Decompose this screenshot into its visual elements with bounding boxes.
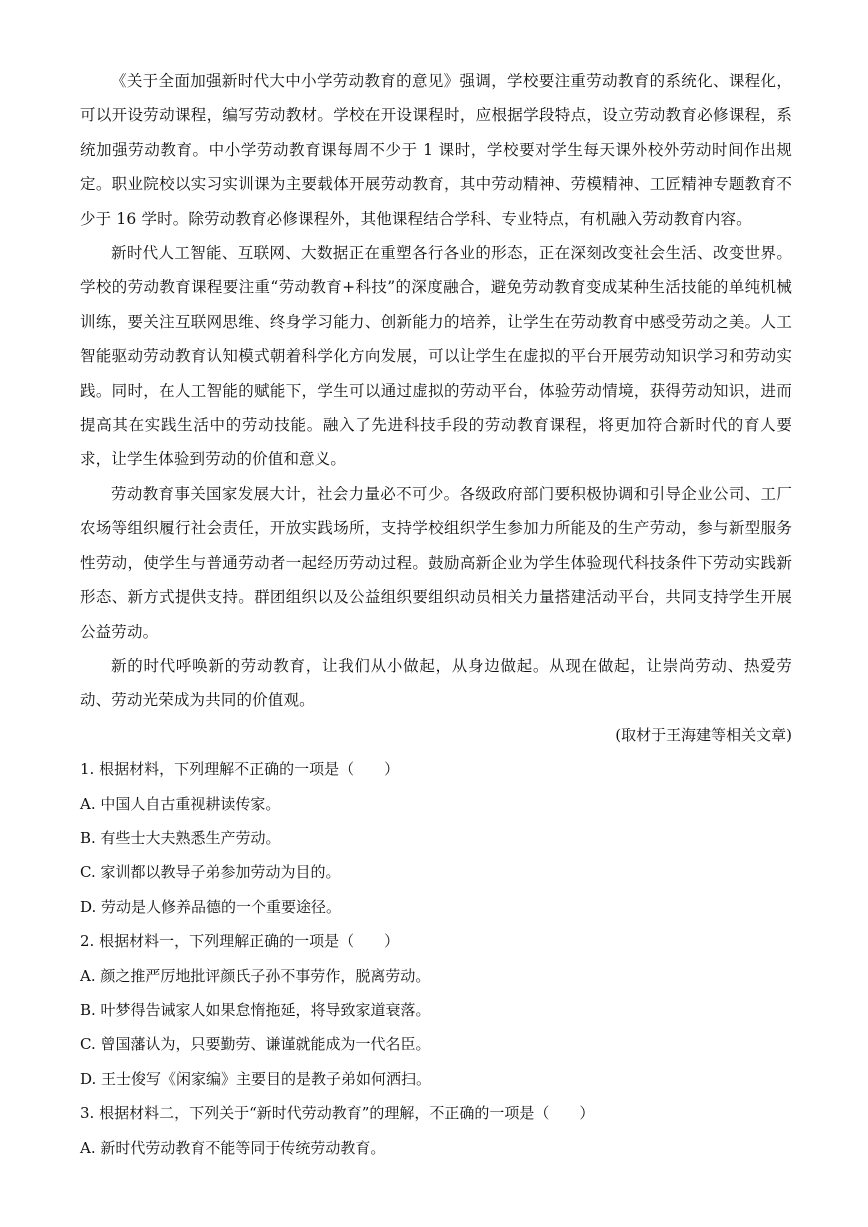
question-3 bbox=[80, 1096, 792, 1165]
question-stem: 1. 根据材料，下列理解不正确的一项是（ ） bbox=[80, 760, 400, 779]
option-b: B. 叶梦得告诫家人如果怠惰拖延，将导致家道衰落。 bbox=[80, 1000, 431, 1019]
question-stem: 2. 根据材料一，下列理解正确的一项是（ ） bbox=[80, 932, 400, 951]
question-2 bbox=[80, 924, 792, 1096]
source-citation: (取材于王海建等相关文章) bbox=[615, 725, 792, 744]
option-a: A. 中国人自古重视耕读传家。 bbox=[80, 794, 281, 813]
question-1 bbox=[80, 752, 792, 924]
document-page bbox=[80, 64, 792, 1165]
question-stem: 3. 根据材料二，下列关于“新时代劳动教育”的理解，不正确的一项是（ ） bbox=[80, 1104, 595, 1123]
option-b: B. 有些士大夫熟悉生产劳动。 bbox=[80, 828, 281, 847]
option-d: D. 劳动是人修养品德的一个重要途径。 bbox=[80, 897, 342, 916]
paragraph-4: 新的时代呼唤新的劳动教育，让我们从小做起，从身边做起。从现在做起，让崇尚劳动、热爱劳动、劳动光荣成为共同的价值观。 bbox=[80, 656, 792, 710]
paragraph-1: 《关于全面加强新时代大中小学劳动教育的意见》强调，学校要注重劳动教育的系统化、课程化，可以开设劳动课程，编写劳动教材。学校在开设课程时，应根据学段特点，设立劳动教育必修课程，系统加强劳动教育。中小学劳动教育课每周不少于 1 课时，学校要对学生每天课外校外劳动时间作出规定。职业院校以实习实训课为主要载体开展劳动教育，其中劳动精神、劳模精神、工匠精神专题教育不少于 16 学时。除劳动教育必修课程外，其他课程结合学科、专业特点，有机融入劳动教育内容。 bbox=[80, 72, 792, 228]
option-a: A. 颜之推严厉地批评颜氏子孙不事劳作，脱离劳动。 bbox=[80, 966, 431, 985]
option-c: C. 曾国藩认为，只要勤劳、谦谨就能成为一代名臣。 bbox=[80, 1035, 431, 1054]
paragraph-3: 劳动教育事关国家发展大计，社会力量必不可少。各级政府部门要积极协调和引导企业公司、工厂农场等组织履行社会责任，开放实践场所，支持学校组织学生参加力所能及的生产劳动，参与新型服务性劳动，使学生与普通劳动者一起经历劳动过程。鼓励高新企业为学生体验现代科技条件下劳动实践新形态、新方式提供支持。群团组织以及公益组织要组织动员相关力量搭建活动平台，共同支持学生开展公益劳动。 bbox=[80, 484, 792, 641]
option-a: A. 新时代劳动教育不能等同于传统劳动教育。 bbox=[80, 1138, 386, 1157]
option-d: D. 王士俊写《闲家编》主要目的是教子弟如何洒扫。 bbox=[80, 1069, 432, 1088]
option-c: C. 家训都以教导子弟参加劳动为目的。 bbox=[80, 863, 341, 882]
paragraph-2: 新时代人工智能、互联网、大数据正在重塑各行各业的形态，正在深刻改变社会生活、改变世界。学校的劳动教育课程要注重“劳动教育+科技”的深度融合，避免劳动教育变成某种生活技能的单纯机械训练，要关注互联网思维、终身学习能力、创新能力的培养，让学生在劳动教育中感受劳动之美。人工智能驱动劳动教育认知模式朝着科学化方向发展，可以让学生在虚拟的平台开展劳动知识学习和劳动实践。同时，在人工智能的赋能下，学生可以通过虚拟的劳动平台，体验劳动情境，获得劳动知识，进而提高其在实践生活中的劳动技能。融入了先进科技手段的劳动教育课程，将更加符合新时代的育人要求，让学生体验到劳动的价值和意义。 bbox=[80, 244, 792, 469]
